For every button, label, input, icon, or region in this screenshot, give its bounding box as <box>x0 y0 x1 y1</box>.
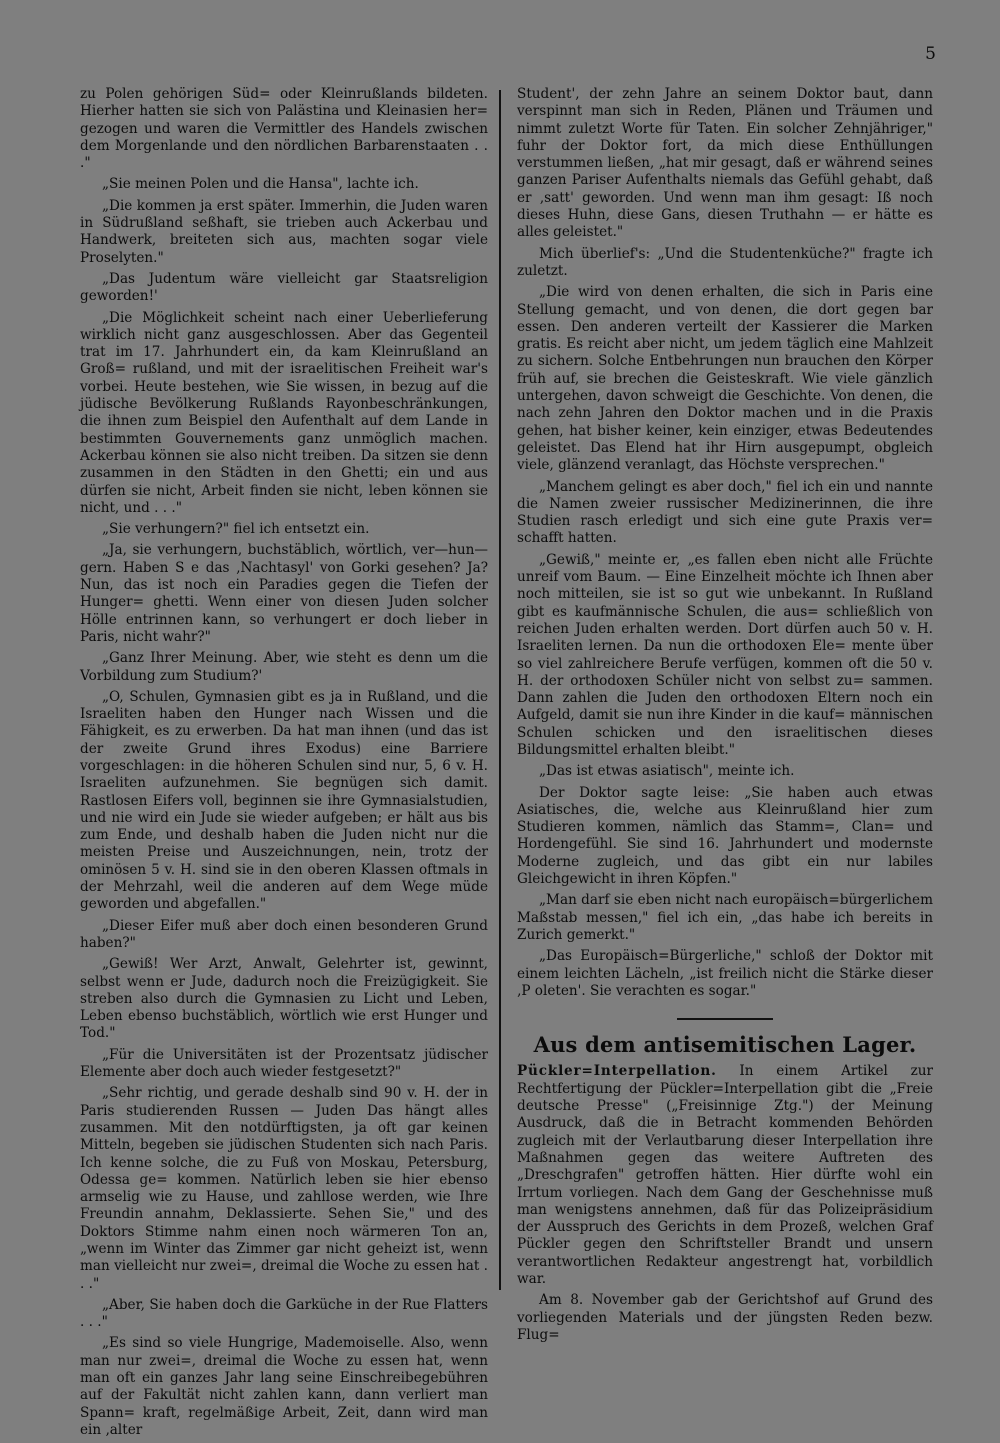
section-paragraph: Am 8. November gab der Gerichtshof auf Grund des vorliegenden Materials und der jüngsten Reden bezw. Flug= <box>517 1292 933 1343</box>
paragraph: „Ja, sie verhungern, buchstäblich, wörtlich, ver—hun— gern. Haben S e das ‚Nachtasyl' von Gorki gesehen? Ja? Nun, das ist noch ein Paradies gegen die Tiefen der Hunger= ghetti. Wenn einer von diesen Juden solcher Hölle entrinnen kann, so verhungert er doch lieber in Paris, nicht wahr?" <box>80 542 488 645</box>
section-paragraph-text: In einem Artikel zur Rechtfertigung der Pückler=Interpellation gibt die „Freie deutsche Presse" („Freisinnige Ztg.") der Meinung Ausdruck, daß die in Betracht kommenden Behörden zugleich mit der Verlautbarung dieser Interpellation ihre Maßnahmen gegen das weitere Auftreten des „Dreschgrafen" getroffen hätten. Hier dürfte wohl ein Irrtum vorliegen. Nach dem Gang der Geschehnisse muß man wenigstens annehmen, daß für das Polizeipräsidium der Ausspruch des Gerichts in dem Prozeß, welchen Graf Pückler gegen den Schriftsteller Brandt und unsern verantwortlichen Redakteur angestrengt hat, vorbildlich war. <box>517 1063 933 1287</box>
paragraph: „Sie verhungern?" fiel ich entsetzt ein. <box>102 521 370 538</box>
paragraph: Student', der zehn Jahre an seinem Doktor baut, dann verspinnt man sich in Reden, Plänen und Träumen und nimmt zuletzt Worte für Taten. Ein solcher Zehnjähriger," fuhr der Doktor fort, da mich diese Enthüllungen verstummen ließen, „hat mir gesagt, daß er während seines ganzen Pariser Aufenthalts niemals das Gefühl gehabt, daß er ‚satt' geworden. Und wenn man ihm gesagt: Iß noch dieses Huhn, diese Gans, diesen Truthahn — er hätte es alles geleistet." <box>517 86 933 241</box>
paragraph: „Die Möglichkeit scheint nach einer Ueberlieferung wirklich nicht ganz ausgeschlossen. Aber das Gegenteil trat im 17. Jahrhundert ein, da kam Kleinrußland an Groß= rußland, und mit der israelitischen Freiheit war's vorbei. Heute bestehen, wie Sie wissen, in bezug auf die jüdische Bevölkerung Rußlands Rayonbeschränkungen, die ihnen zum Beispiel den Aufenthalt auf dem Lande in bestimmten Gouvernements ganz unmöglich machen. Ackerbau können sie also nicht treiben. Da sitzen sie denn zusammen in den Städten in den Ghetti; ein und aus dürfen sie nicht, Arbeit finden sie nicht, leben können sie nicht, und . . ." <box>80 309 488 516</box>
paragraph: „Die wird von denen erhalten, die sich in Paris eine Stellung gemacht, und von denen, die dort gegen bar essen. Den anderen verteilt der Kassierer die Marken gratis. Es reicht aber nicht, um jedem täglich eine Mahlzeit zu sichern. Solche Entbehrungen nun brauchen den Körper früh auf, sie brechen die Geisteskraft. Wie viele gänzlich untergehen, davon schweigt die Geschichte. Von denen, die nach zehn Jahren den Doktor machen und in die Praxis gehen, hat bisher keiner, kein einziger, etwas Bedeutendes geleistet. Das Elend hat ihr Hirn ausgepumpt, obgleich viele, glänzend veranlagt, das Höchste versprechen." <box>517 284 933 474</box>
paragraph: Der Doktor sagte leise: „Sie haben auch etwas Asiatisches, die, welche aus Kleinrußland hier zum Studieren kommen, nämlich das Stamm=, Clan= und Hordengefühl. Sie sind 16. Jahrhundert und modernste Moderne zugleich, und das gibt ein nur labiles Gleichgewicht in ihren Köpfen." <box>517 784 933 888</box>
paragraph: „O, Schulen, Gymnasien gibt es ja in Rußland, und die Israeliten haben den Hunger nach Wissen und die Fähigkeit, es zu erwerben. Da hat man ihnen (und das ist der zweite Grund ihres Exodus) eine Barriere vorgeschlagen: in die höheren Schulen sind nur, 5, 6 v. H. Israeliten aufzunehmen. Sie begnügen sich damit. Rastlosen Eifers voll, beginnen sie ihre Gymnasialstudien, und nie wird ein Jude sie wieder aufgeben; er hält aus bis zum Ende, und deshalb haben die Juden nicht nur die meisten Preise und Auszeichnungen, nein, trotz der ominösen 5 v. H. sind sie in den oberen Klassen oftmals in der Mehrzahl, weil die anderen auf dem Wege müde geworden und abgefallen." <box>80 688 488 913</box>
section-heading: Aus dem antisemitischen Lager. <box>533 1032 917 1058</box>
paragraph: „Das Europäisch=Bürgerliche," schloß der Doktor mit einem leichten Lächeln, „ist freilich nicht die Stärke dieser ‚P oleten'. Sie verachten es sogar." <box>517 948 933 999</box>
paragraph: zu Polen gehörigen Süd= oder Kleinrußlands bildeten. Hierher hatten sie sich von Palästina und Kleinasien her= gezogen und waren die Vermittler des Handels zwischen dem Morgenlande und den nördlichen Barbarenstaaten . . ." <box>80 86 488 172</box>
paragraph: „Das ist etwas asiatisch", meinte ich. <box>539 763 795 780</box>
paragraph: „Gewiß," meinte er, „es fallen eben nicht alle Früchte unreif vom Baum. — Eine Einzelheit möchte ich Ihnen aber noch mitteilen, sie ist so gut wie unbekannt. In Rußland gibt es kaufmännische Schulen, die aus= schließlich von reichen Juden erhalten werden. Dort dürfen auch 50 v. H. Israeliten lernen. Da nun die orthodoxen Ele= mente über so viel zahlreichere Berufe verfügen, kommen oft die 50 v. H. der orthodoxen Schüler nicht von selbst zu= sammen. Dann zahlen die Juden den orthodoxen Eltern noch ein Aufgeld, damit sie nun ihre Kinder in die kauf= männischen Schulen schicken und den israelitischen dieses Bildungsmittel erhalten bleibt." <box>517 551 933 758</box>
paragraph: „Aber, Sie haben doch die Garküche in der Rue Flatters . . ." <box>80 1296 488 1331</box>
left-column <box>80 86 488 1443</box>
paragraph: „Die kommen ja erst später. Immerhin, die Juden waren in Südrußland seßhaft, sie trieben auch Ackerbau und Handwerk, breiteten sich aus, machten sogar viele Proselyten." <box>80 197 488 266</box>
paragraph: „Das Judentum wäre vielleicht gar Staatsreligion geworden!' <box>80 270 488 305</box>
paragraph: „Gewiß! Wer Arzt, Anwalt, Gelehrter ist, gewinnt, selbst wenn er Jude, dadurch noch die Freizügigkeit. Sie streben also durch die Gymnasien zu Licht und Leben, Leben ebenso buchstäblich, wörtlich wie erst Hunger und Tod." <box>80 956 488 1042</box>
paragraph: „Manchem gelingt es aber doch," fiel ich ein und nannte die Namen zweier russischer Medizinerinnen, die ihre Studien rasch erledigt und sich eine gute Praxis ver= schafft hatten. <box>517 478 933 547</box>
paragraph: „Sie meinen Polen und die Hansa", lachte ich. <box>102 176 419 193</box>
paragraph: „Dieser Eifer muß aber doch einen besonderen Grund haben?" <box>80 917 488 951</box>
column-rule <box>499 90 501 1290</box>
paragraph: „Es sind so viele Hungrige, Mademoiselle. Also, wenn man nur zwei=, dreimal die Woche zu essen hat, wenn man oft ein ganzes Jahr lang seine Einschreibegebühren auf der Fakultät nicht zahlen kann, dann verliert man Spann= kraft, regelmäßige Arbeit, Zeit, dann wird man ein ‚alter <box>80 1335 488 1438</box>
section-divider <box>677 1018 773 1020</box>
page-number: 5 <box>925 44 936 64</box>
paragraph: „Man darf sie eben nicht nach europäisch=bürgerlichem Maßstab messen," fiel ich ein, „das habe ich bereits in Zurich gemerkt." <box>517 892 933 943</box>
run-in-heading: Pückler=Interpellation. <box>517 1063 717 1080</box>
right-column <box>517 86 933 1348</box>
paragraph: Mich überlief's: „Und die Studentenküche?" fragte ich zuletzt. <box>517 245 933 279</box>
section-paragraph <box>517 1063 933 1288</box>
paragraph: „Für die Universitäten ist der Prozentsatz jüdischer Elemente aber doch auch wieder festgesetzt?" <box>80 1046 488 1081</box>
paragraph: „Sehr richtig, und gerade deshalb sind 90 v. H. der in Paris studierenden Russen — Juden Das hängt alles zusammen. Mit den notdürftigsten, ja oft gar keinen Mitteln, begeben sie jüdischen Studenten sich nach Paris. Ich kenne solche, die zu Fuß von Moskau, Petersburg, Odessa ge= kommen. Natürlich leben sie hier ebenso armselig wie zu Hause, und zahllose werden, wie Ihre Freundin annahm, Deklassierte. Sehen Sie," und des Doktors Stimme nahm einen noch wärmeren Ton an, „wenn im Winter das Zimmer gar nicht geheizt ist, wenn man vielleicht nur zwei=, dreimal die Woche zu essen hat . . ." <box>80 1085 488 1292</box>
paragraph: „Ganz Ihrer Meinung. Aber, wie steht es denn um die Vorbildung zum Studium?' <box>80 650 488 684</box>
